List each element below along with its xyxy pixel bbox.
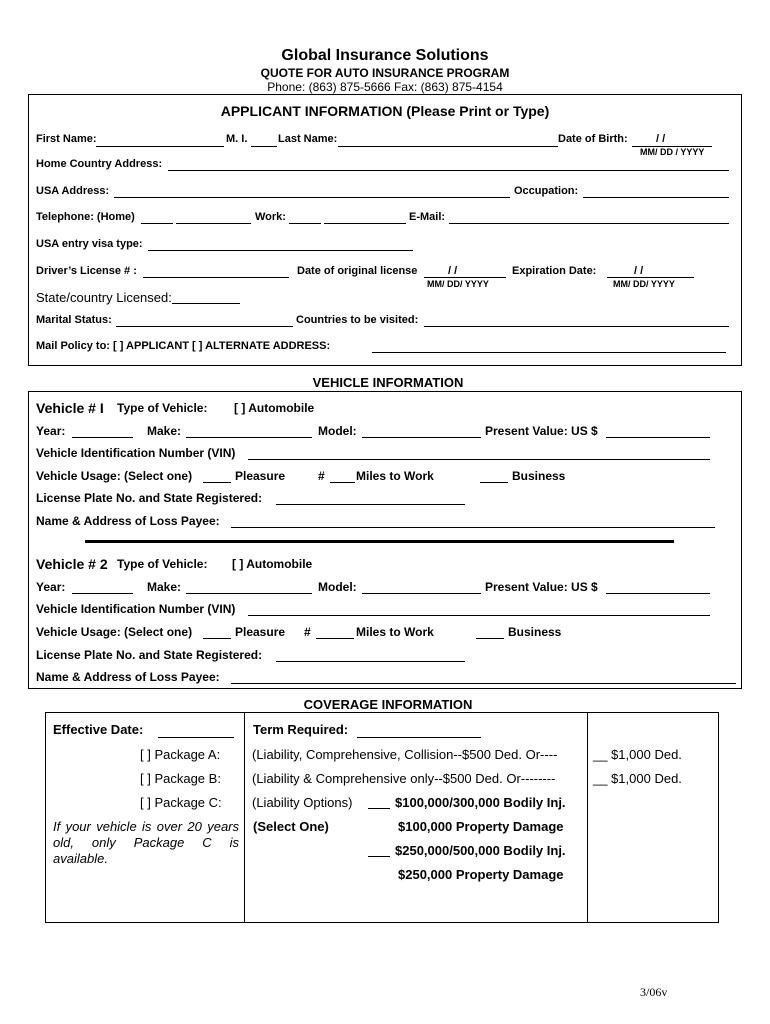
usa-address-label: USA Address: [36,185,110,197]
vehicle-1-make-field[interactable] [186,437,312,438]
vehicle-2-value-field[interactable] [606,593,710,594]
package-c-checkbox[interactable]: [ ] Package C: [140,795,222,810]
effective-date-field[interactable] [158,737,234,738]
marital-label: Marital Status: [36,314,112,326]
orig-format: MM/ DD/ YYYY [427,279,489,289]
package-b-checkbox[interactable]: [ ] Package B: [140,771,221,786]
marital-field[interactable] [116,326,293,327]
vehicle-2-miles-label: Miles to Work [356,625,434,639]
home-address-field[interactable] [168,170,729,171]
vehicle-2-business-label: Business [508,625,562,639]
vehicle-1-pleasure-field[interactable] [203,482,231,483]
version-label: 3/06v [640,985,668,999]
work-area-field[interactable] [289,223,321,224]
vehicle-2-miles-field[interactable] [316,638,354,639]
vehicle-2-automobile-checkbox[interactable]: [ ] Automobile [232,557,313,571]
orig-license-label: Date of original license [297,265,418,277]
vehicle-1-label: Vehicle # I [36,400,104,416]
email-field[interactable] [449,223,729,224]
option-1-bodily: $100,000/300,000 Bodily Inj. [395,795,566,810]
work-phone-field[interactable] [324,223,406,224]
vehicle-2-vin-field[interactable] [248,615,710,616]
home-area-field[interactable] [141,223,173,224]
first-name-label: First Name: [36,133,97,145]
option-1-checkbox[interactable] [368,808,390,809]
vehicle-2-hash: # [304,625,311,639]
term-required-field[interactable] [357,737,481,738]
package-c-description: (Liability Options) [252,795,353,810]
dob-slashes: / / [656,133,666,145]
coverage-section [45,712,719,923]
vehicle-2-payee-field[interactable] [231,683,736,684]
coverage-divider-2 [587,712,588,923]
package-a-deductible-option[interactable]: __ $1,000 Ded. [593,747,682,762]
vehicle-1-business-label: Business [512,469,566,483]
vehicle-2-model-field[interactable] [362,593,481,594]
vehicle-2-make-field[interactable] [186,593,312,594]
last-name-label: Last Name: [278,133,338,145]
applicant-title: APPLICANT INFORMATION (Please Print or Type) [220,103,550,119]
form-subtitle: QUOTE FOR AUTO INSURANCE PROGRAM [260,66,510,80]
package-c-note: If your vehicle is over 20 years old, only Package C is available. [53,819,239,866]
alternate-address-field[interactable] [372,352,726,353]
vehicle-2-business-field[interactable] [476,638,504,639]
exp-slashes: / / [634,265,644,277]
occupation-field[interactable] [583,197,729,198]
mi-label: M. I. [226,133,248,145]
vehicle-1-pleasure-label: Pleasure [235,469,286,483]
vehicle-2-payee-label: Name & Address of Loss Payee: [36,670,220,684]
home-address-label: Home Country Address: [36,158,163,170]
vehicle-title: VEHICLE INFORMATION [312,375,464,390]
visa-label: USA entry visa type: [36,238,143,250]
exp-format: MM/ DD/ YYYY [613,279,675,289]
vehicle-2-label: Vehicle # 2 [36,556,108,572]
vehicle-1-year-label: Year: [36,424,66,438]
term-required-label: Term Required: [253,722,349,737]
coverage-title: COVERAGE INFORMATION [303,697,473,712]
email-label: E-Mail: [409,211,446,223]
vehicle-2-pleasure-field[interactable] [203,638,231,639]
countries-field[interactable] [424,326,729,327]
dob-label: Date of Birth: [558,133,628,145]
vehicle-2-type-label: Type of Vehicle: [117,557,208,571]
vehicle-1-value-field[interactable] [606,437,710,438]
vehicle-1-miles-label: Miles to Work [356,469,434,483]
state-licensed-label: State/country Licensed: [36,290,172,305]
vehicle-2-value-label: Present Value: US $ [485,580,598,594]
vehicle-2-model-label: Model: [318,580,357,594]
vehicle-1-payee-field[interactable] [231,527,715,528]
package-b-deductible-option[interactable]: __ $1,000 Ded. [593,771,682,786]
coverage-divider-1 [244,712,245,923]
orig-slashes: / / [448,265,458,277]
expiration-field[interactable] [607,277,694,278]
vehicle-1-automobile-checkbox[interactable]: [ ] Automobile [234,401,315,415]
vehicle-2-usage-label: Vehicle Usage: (Select one) [36,625,193,639]
option-2-property: $250,000 Property Damage [398,867,564,882]
vehicle-1-type-label: Type of Vehicle: [117,401,208,415]
mi-field[interactable] [251,146,277,147]
company-name: Global Insurance Solutions [281,47,489,64]
vehicle-1-payee-label: Name & Address of Loss Payee: [36,514,220,528]
vehicle-1-value-label: Present Value: US $ [485,424,598,438]
vehicle-1-business-field[interactable] [480,482,508,483]
vehicle-2-vin-label: Vehicle Identification Number (VIN) [36,602,236,616]
vehicle-1-hash: # [318,469,325,483]
occupation-label: Occupation: [514,185,579,197]
select-one-label: (Select One) [253,819,329,834]
option-1-property: $100,000 Property Damage [398,819,564,834]
vehicle-1-miles-field[interactable] [330,482,355,483]
vehicle-2-make-label: Make: [147,580,182,594]
dob-format: MM/ DD / YYYY [640,147,705,157]
mail-policy-label[interactable]: Mail Policy to: [ ] APPLICANT [ ] ALTERNATE ADDRESS: [36,340,331,352]
vehicle-2-year-label: Year: [36,580,66,594]
license-field[interactable] [143,277,289,278]
vehicle-1-make-label: Make: [147,424,182,438]
home-phone-field[interactable] [176,223,251,224]
vehicle-1-vin-field[interactable] [248,459,710,460]
effective-date-label: Effective Date: [53,722,144,737]
vehicle-2-plate-label: License Plate No. and State Registered: [36,648,263,662]
telephone-label: Telephone: (Home) [36,211,135,223]
contact-info: Phone: (863) 875-5666 Fax: (863) 875-4154 [267,80,503,94]
usa-address-field[interactable] [114,197,510,198]
vehicle-1-year-field[interactable] [72,437,133,438]
vehicle-2-plate-field[interactable] [276,661,465,662]
package-a-description: (Liability, Comprehensive, Collision--$500 Ded. Or---- [252,747,558,762]
vehicle-1-usage-label: Vehicle Usage: (Select one) [36,469,193,483]
countries-label: Countries to be visited: [296,314,419,326]
option-2-bodily: $250,000/500,000 Bodily Inj. [395,843,566,858]
first-name-field[interactable] [96,146,224,147]
expiration-label: Expiration Date: [512,265,597,277]
package-a-checkbox[interactable]: [ ] Package A: [140,747,221,762]
state-licensed-field[interactable] [172,303,240,304]
vehicle-1-plate-label: License Plate No. and State Registered: [36,491,263,505]
visa-field[interactable] [148,250,413,251]
work-label: Work: [255,211,286,223]
option-2-checkbox[interactable] [368,856,390,857]
vehicle-divider [85,540,674,543]
vehicle-2-pleasure-label: Pleasure [235,625,286,639]
vehicle-1-vin-label: Vehicle Identification Number (VIN) [36,446,236,460]
vehicle-1-plate-field[interactable] [276,504,465,505]
vehicle-1-model-field[interactable] [362,437,481,438]
package-b-description: (Liability & Comprehensive only--$500 Ded. Or-------- [252,771,556,786]
vehicle-2-year-field[interactable] [72,593,133,594]
vehicle-1-model-label: Model: [318,424,357,438]
orig-license-field[interactable] [424,277,506,278]
last-name-field[interactable] [338,146,558,147]
license-label: Driver’s License # : [36,265,137,277]
